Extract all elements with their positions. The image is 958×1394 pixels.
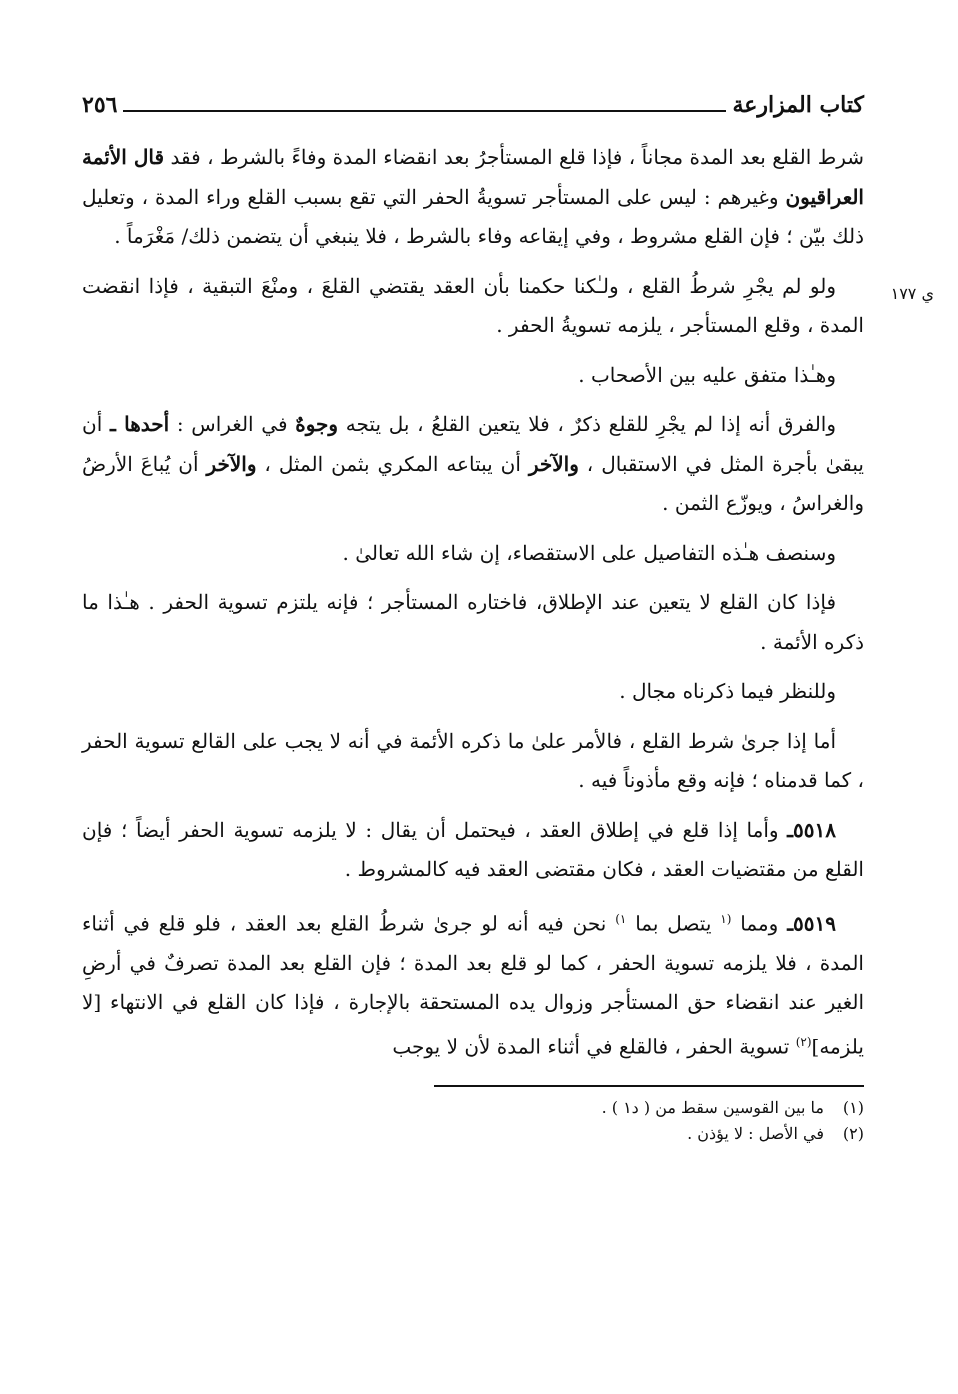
section-number: ٥٥١٨ـ [787,817,836,842]
paragraph-10 [82,900,864,1067]
document-page [82,78,864,1147]
paragraph-6: فإذا كان القلع لا يتعين عند الإطلاق، فاختاره المستأجر ؛ فإنه يلتزم تسوية الحفر . هـٰذا ما ذكره الأئمة . [82,590,864,654]
paragraph-1 [82,138,864,257]
margin-reference: ي ١٧٧ [890,284,934,303]
footnote-marker-1-open[interactable]: (١ [720,911,732,926]
paragraph-8: أما إذا جرىٰ شرط القلع ، فالأمر علىٰ ما ذكره الأئمة في أنه لا يجب على القالع تسوية الحفر ، كما قدمناه ؛ فإنه وقع مأذوناً فيه . [82,728,864,792]
text-run: يتصل بما [626,911,721,936]
text-run: أن يبتاعه المكري بثمن المثل ، [256,451,529,476]
text-run: نحن فيه أنه لو جرىٰ شرطُ القلع بعد العقد ، فلو قلع في أثناء المدة ، فلا يلزمه تسوية الحفر ، كما لو قلع بعد المدة ؛ فإن القلع بعد المدة تصرفٌ في أرضِ الغير عند انقضاء حق المستأجر وزوال يده المستحقة بالإجارة ، فإذا كان القلع في الانتهاء [لا يلزمه] [82,911,864,1059]
paragraph-7: وللنظر فيما ذكرناه مجال . [619,679,836,703]
bold-term: والآخر [528,451,579,476]
text-run: أن يُباعَ الأرضُ والغراسُ ، ويوزّع الثمن . [82,451,864,515]
footnote-number: (٢) [842,1123,864,1143]
text-run: في الغراس : [169,412,296,436]
bold-term: قال الأئمة العراقيون [82,145,864,209]
bold-term: أحدها ـ [109,412,170,436]
paragraph-5: وسنصف هـٰذه التفاصيل على الاستقصاء، إن شاء الله تعالىٰ . [342,540,836,565]
footnote-separator [434,1085,864,1087]
section-number: ٥٥١٩ـ [787,911,837,936]
main-text [82,138,864,1067]
paragraph-2: ولو لم يجْرِ شرطُ القلع ، ولـٰكنا حكمنا بأن العقد يقتضي القلعَ ، ومنْعَ التبقية ، فإذا انقضت المدة ، وقلع المستأجر ، يلزمه تسويةُ الحفر . [82,273,864,337]
paragraph-9 [82,811,864,890]
bold-term: وجوهٌ [295,412,339,436]
page-header [82,78,864,118]
text-run: وأما إذا قلع في إطلاق العقد ، فيحتمل أن يقال : لا يلزمه تسوية الحفر أيضاً ؛ فإن القلع من مقتضيات العقد ، فكان مقتضى العقد فيه كالمشروط . [82,817,864,881]
paragraph-3: وهـٰذا متفق عليه بين الأصحاب . [578,362,836,387]
text-run: تسوية الحفر ، فالقلع في أثناء المدة لأن لا يوجب [392,1034,796,1059]
footnote-text: في الأصل : لا يؤذن . [687,1123,824,1143]
footnote-number: (١) [842,1097,864,1117]
footnote-text: ما بين القوسين سقط من ( د١ ) . [601,1097,824,1117]
paragraph-4 [82,405,864,524]
footnote-1 [82,1095,864,1121]
header-title: كتاب المزارعة [732,92,864,118]
footnote-marker-1-close[interactable]: ١) [615,911,627,926]
text-run: والفرق أنه إذا لم يجْرِ للقلع ذكرٌ ، فلا يتعين القلعُ ، بل يتجه [338,412,837,436]
header-rule [123,110,726,112]
page-number: ٢٥٦ [82,92,118,118]
footnote-marker-2[interactable]: (٢) [795,1034,812,1049]
text-run: وغيرهم : ليس على المستأجر تسويةُ الحفر التي تقع بسبب القلع وراء المدة ، وتعليل ذلك بيّن ؛ فإن القلع مشروط ، وفي إيقاعه وفاء بالشرط ، فلا ينبغي أن يتضمن ذلك/ مَغْرَماً . [82,184,864,248]
text-run: ومما [731,911,788,936]
footnotes [82,1095,864,1147]
footnote-2 [82,1121,864,1147]
bold-term: والآخر [206,451,257,476]
text-run: أن يبقىٰ بأجرة المثل في الاستقبال ، [82,412,864,476]
text-run: شرط القلع بعد المدة مجاناً ، فإذا قلع المستأجرُ بعد انقضاء المدة وفاءً بالشرط ، فقد [164,145,864,169]
